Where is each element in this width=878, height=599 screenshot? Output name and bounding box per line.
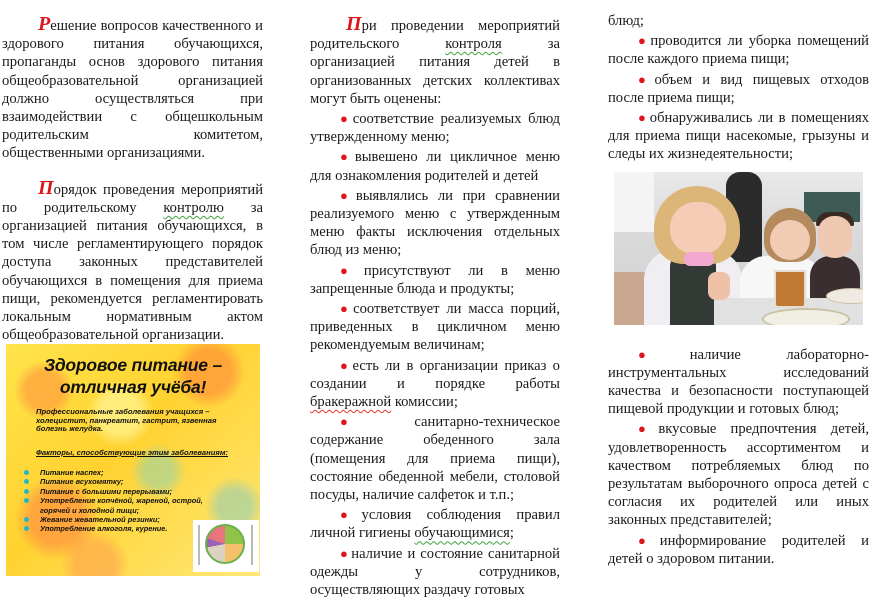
list-item-text: наличие и состояние санитарной одежды у сотрудников, осуществляющих раздачу готовых bbox=[310, 545, 560, 599]
photo-girl-2-face bbox=[770, 220, 810, 260]
bullet-icon: ● bbox=[340, 262, 362, 278]
poster-title-line-1: Здоровое питание – bbox=[44, 355, 222, 375]
dropcap-r: Р bbox=[38, 13, 51, 35]
poster-factor-item: Питание наспех; bbox=[24, 468, 214, 477]
poster-factor-item: Питание всухомятку; bbox=[24, 477, 214, 486]
list-item-text: проводится ли уборка помещений после каждого приема пищи; bbox=[608, 33, 869, 68]
list-item bbox=[310, 413, 560, 504]
list-item-text: соответствует ли масса порций, приведенных в цикличном меню рекомендуемым величинам; bbox=[310, 301, 561, 354]
list-item bbox=[608, 532, 869, 568]
bullet-icon: ● bbox=[340, 545, 350, 561]
poster-factor-item: Жевание жевательной резинки; bbox=[24, 515, 214, 524]
photo-thumbs-up bbox=[708, 272, 730, 300]
photo-girl-1-collar bbox=[684, 252, 714, 266]
spellcheck-underlined-word: контроля bbox=[445, 36, 502, 53]
bullet-icon: ● bbox=[638, 33, 649, 49]
bullet-icon: ● bbox=[638, 71, 653, 87]
list-item-text: объем и вид пищевых отходов после приема пищи; bbox=[608, 71, 870, 106]
bullet-icon: ● bbox=[340, 357, 351, 373]
list-item-text: условия соблюдения правил личной гигиены bbox=[310, 507, 560, 542]
list-item bbox=[310, 300, 560, 355]
bullet-icon: ● bbox=[638, 110, 648, 126]
intro-text-after: за организацией питания детей в организованных детских коллективах могут быть оценены: bbox=[310, 36, 560, 107]
fork-icon bbox=[198, 525, 200, 565]
photo-girl-1-face bbox=[670, 202, 726, 254]
spellcheck-underlined-word: контролю bbox=[163, 199, 224, 216]
paragraph-solution-text: ешение вопросов качественного и здорового питания обучающихся, пропаганды основ здорового питания общеобразовательной организацией должно осуществляться при взаимодействии с общешкольным родительским комитетом, общественными организациями. bbox=[2, 18, 263, 162]
paragraph-solution bbox=[2, 13, 263, 163]
spellcheck-underlined-word: обучающимися bbox=[414, 525, 510, 542]
children-canteen-photo bbox=[614, 172, 863, 325]
list-item bbox=[608, 346, 869, 419]
photo-plate bbox=[762, 308, 850, 325]
paragraph-procedure-text-after: за организацией питания обучающихся, в том числе регламентирующего порядок доступа законных представителей обучающихся в помещения для приема пищи, рекомендуется регламентировать локальным нормативным актом общеобразовательной организации. bbox=[2, 199, 263, 344]
list-item bbox=[608, 109, 869, 164]
list-item-text: санитарно-техническое содержание обеденного зала (помещения для приема пищи), состояние обеденной мебели, столовой посуды, наличие салфеток и т.п.; bbox=[310, 414, 560, 504]
list-item-text: есть ли в организации приказ о создании и порядке работы bbox=[310, 357, 560, 392]
intro-text-before: ри проведении мероприятий родительского bbox=[310, 18, 560, 53]
photo-tea-glass bbox=[774, 270, 806, 308]
poster-factor-item: Питание с большими перерывами; bbox=[24, 487, 214, 496]
list-item-text: наличие лабораторно-инструментальных исследований качества и безопасности поступающей пищевой продукции и готовых блюд; bbox=[608, 346, 869, 418]
dropcap-p: П bbox=[346, 13, 362, 35]
photo-window bbox=[614, 172, 654, 232]
poster-factor-item: Употребление алкоголя, курение. bbox=[24, 524, 214, 533]
food-plate-illustration bbox=[193, 520, 259, 572]
poster-factors-heading: Факторы, способствующие этим заболеваниям: bbox=[36, 448, 228, 457]
continuation-text: блюд; bbox=[608, 13, 644, 29]
bullet-icon: ● bbox=[638, 421, 657, 437]
column-1 bbox=[2, 0, 263, 344]
knife-icon bbox=[251, 525, 253, 565]
bullet-icon: ● bbox=[638, 346, 688, 362]
list-item bbox=[310, 506, 560, 542]
poster-title bbox=[6, 354, 260, 398]
list-item bbox=[310, 110, 560, 146]
bullet-icon: ● bbox=[340, 187, 354, 203]
photo-boy-face bbox=[818, 216, 852, 258]
list-item-text: соответствие реализуемых блюд утвержденному меню; bbox=[310, 111, 560, 146]
poster-subtitle: Профессиональные заболевания учащихся – холецистит, панкреатит, гастрит, язвенная болезнь желудка. bbox=[36, 407, 217, 434]
bullet-icon: ● bbox=[638, 532, 658, 548]
list-item bbox=[608, 32, 869, 68]
spellcheck-underlined-word: бракеражной bbox=[310, 394, 392, 411]
list-item bbox=[608, 71, 869, 107]
list-item-text: комиссии; bbox=[391, 394, 458, 411]
list-item-text: выявлялись ли при сравнении реализуемого меню с утвержденным меню факты исключения отдельных блюд из меню; bbox=[310, 187, 560, 259]
list-item-text: ; bbox=[509, 525, 514, 542]
list-item bbox=[310, 357, 560, 412]
paragraph-intro bbox=[310, 13, 560, 108]
list-item-text: вывешено ли цикличное меню для ознакомления родителей и детей bbox=[310, 149, 561, 184]
paragraph-procedure bbox=[2, 176, 263, 345]
bullet-icon: ● bbox=[340, 111, 351, 127]
poster-factor-item: Употребление копчёной, жареной, острой, горячей и холодной пищи; bbox=[24, 496, 214, 515]
bullet-icon: ● bbox=[340, 507, 360, 523]
paragraph-procedure-text-before: орядок проведения мероприятий по родительскому bbox=[2, 181, 263, 216]
plate-icon bbox=[205, 524, 245, 564]
healthy-eating-poster bbox=[6, 344, 260, 576]
list-item-text: вкусовые предпочтения детей, удовлетворенность ассортиментом и качеством потребляемых блюд по результатам выборочного опроса детей с согласия их родителей или иных законных представителей; bbox=[608, 421, 870, 529]
list-item-text: обнаруживались ли в помещениях для приема пищи насекомые, грызуны и следы их жизнедеятельности; bbox=[608, 110, 869, 163]
list-item bbox=[310, 187, 560, 260]
bullet-icon: ● bbox=[340, 149, 353, 165]
list-item bbox=[310, 148, 560, 184]
poster-title-line-2: отличная учёба! bbox=[59, 377, 207, 397]
dropcap-p: П bbox=[38, 176, 54, 199]
bullet-icon: ● bbox=[340, 414, 413, 430]
bullet-icon: ● bbox=[340, 301, 352, 317]
list-item-text: информирование родителей и детей о здоровом питании. bbox=[608, 532, 869, 567]
poster-factors-list bbox=[24, 468, 214, 534]
list-item bbox=[310, 262, 560, 298]
list-item-text: присутствуют ли в меню запрещенные блюда и продукты; bbox=[310, 262, 561, 297]
column-2 bbox=[310, 0, 560, 599]
list-item bbox=[608, 420, 869, 529]
